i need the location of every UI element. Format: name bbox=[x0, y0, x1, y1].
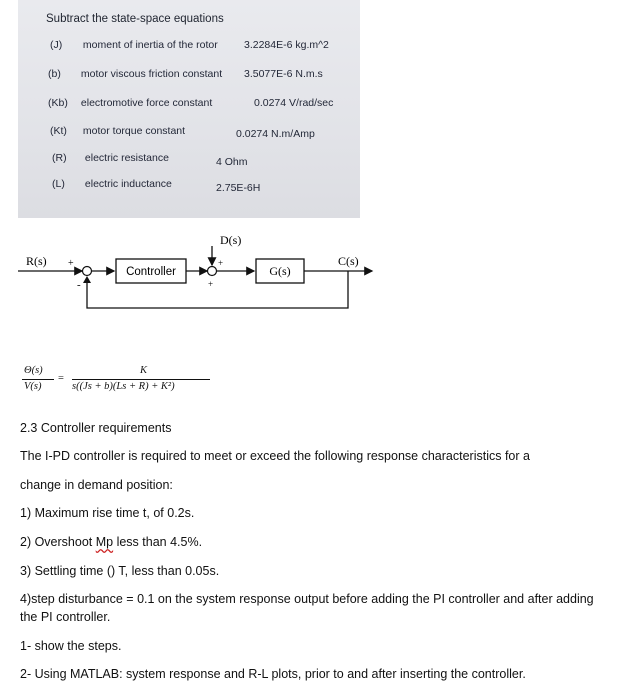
task-show-steps: 1- show the steps. bbox=[20, 639, 122, 653]
output-label: C(s) bbox=[338, 254, 359, 268]
parameter-photo bbox=[18, 0, 360, 218]
controller-label: Controller bbox=[126, 266, 176, 278]
param-row-emf: (Kb) electromotive force constant 0.0274 V/rad/sec bbox=[48, 97, 334, 109]
summing-junction-1 bbox=[83, 267, 92, 276]
param-row-inductance: (L) electric inductance 2.75E-6H bbox=[52, 178, 261, 194]
sum2-bottom-sign: + bbox=[208, 279, 214, 289]
requirements-intro-cont: change in demand position: bbox=[20, 478, 173, 492]
transfer-function bbox=[22, 365, 242, 405]
block-diagram bbox=[18, 228, 388, 320]
param-row-friction: (b) motor viscous friction constant 3.5077E-6 N.m.s bbox=[48, 68, 323, 80]
tf-lhs-numerator: Θ(s) bbox=[24, 365, 43, 376]
tf-rhs-denominator: s((Js + b)(Ls + R) + K²) bbox=[72, 381, 175, 392]
requirement-settling-time: 3) Settling time () T, less than 0.05s. bbox=[20, 564, 220, 578]
requirement-overshoot: 2) Overshoot Mp less than 4.5%. bbox=[20, 535, 203, 549]
plant-label: G(s) bbox=[269, 264, 291, 278]
mp-symbol: Mp bbox=[95, 535, 114, 549]
param-row-torque: (Kt) motor torque constant 0.0274 N.m/Amp bbox=[50, 125, 315, 140]
sum2-top-sign: + bbox=[218, 258, 224, 268]
requirements-intro: The I-PD controller is required to meet or exceed the following response characteristics for a bbox=[20, 449, 530, 463]
requirements-heading: 2.3 Controller requirements bbox=[20, 421, 172, 435]
requirement-rise-time: 1) Maximum rise time t, of 0.2s. bbox=[20, 506, 195, 520]
tf-equals: = bbox=[58, 373, 64, 384]
summing-junction-2 bbox=[208, 267, 217, 276]
requirement-disturbance: 4)step disturbance = 0.1 on the system response output before adding the PI controller and after adding bbox=[20, 592, 594, 606]
tf-lhs-denominator: V(s) bbox=[24, 381, 42, 392]
task-matlab: 2- Using MATLAB: system response and R-L plots, prior to and after inserting the controller. bbox=[20, 667, 526, 681]
requirement-disturbance-cont: the PI controller. bbox=[20, 610, 111, 624]
tf-rhs-numerator: K bbox=[140, 365, 148, 376]
input-label: R(s) bbox=[26, 254, 47, 268]
param-row-inertia: (J) moment of inertia of the rotor 3.2284E-6 kg.m^2 bbox=[50, 39, 329, 51]
sum1-minus-sign: - bbox=[77, 279, 81, 291]
sum1-plus-sign: + bbox=[68, 258, 74, 269]
param-row-resistance: (R) electric resistance 4 Ohm bbox=[52, 152, 248, 168]
disturbance-label: D(s) bbox=[220, 233, 242, 247]
parameter-title: Subtract the state-space equations bbox=[46, 13, 224, 25]
